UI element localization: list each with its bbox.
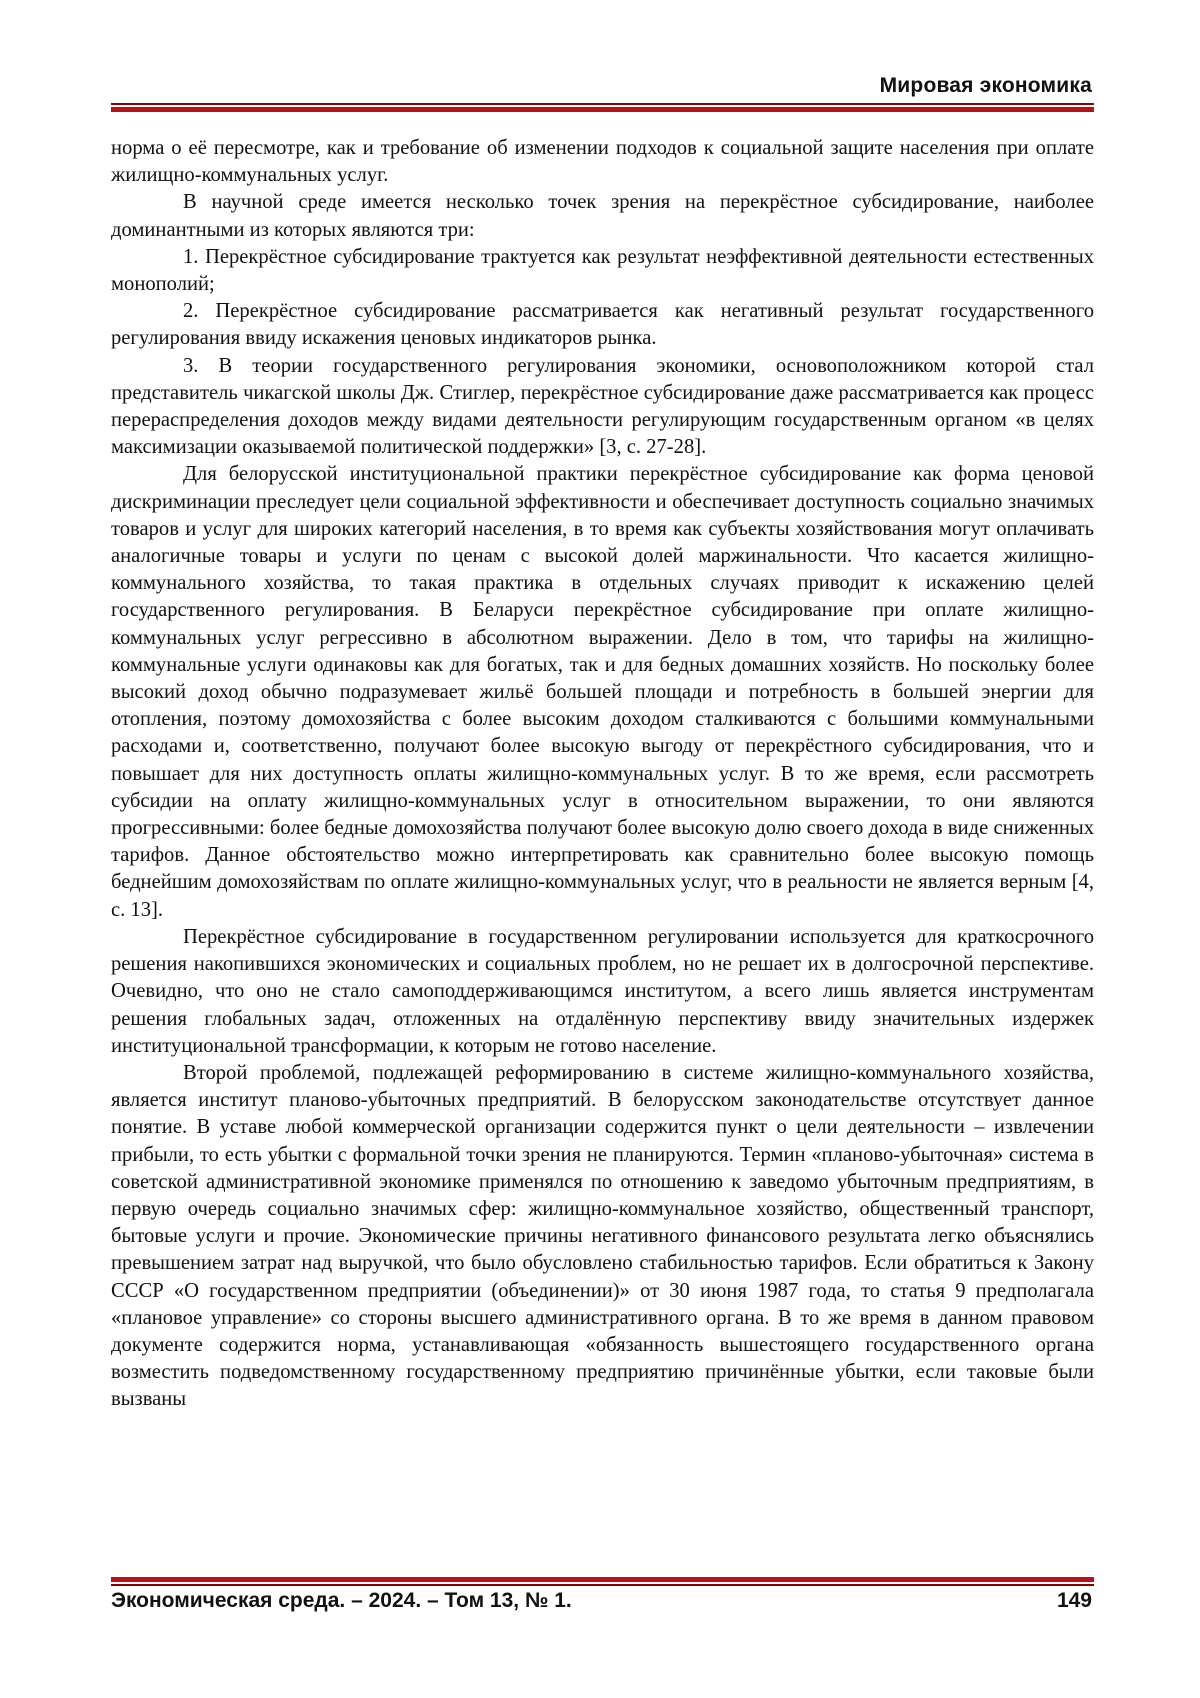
header-rule-thin (111, 103, 1094, 105)
footer-rule-thick (111, 1577, 1094, 1582)
journal-citation: Экономическая среда. – 2024. – Том 13, № 1. (111, 1589, 572, 1612)
page-number: 149 (1056, 1589, 1092, 1612)
list-item: 3. В теории государственного регулирования экономики, основоположником которой стал представитель чикагской школы Дж. Стиглер, перекрёстное субсидирование даже рассматривается как процесс перераспределения доходов между видами деятельности регулирующим государственным органом «в целях максимизации оказываемой политической поддержки» [3, с. 27-28]. (111, 354, 1094, 459)
header-rule-thick (111, 107, 1094, 112)
paragraph: Для белорусской институциональной практики перекрёстное субсидирование как форма ценовой дискриминации преследует цели социальной эффективности и обеспечивает доступность социально значимых товаров и услуг для широких категорий населения, в то время как субъекты хозяйствования могут оплачивать аналогичные товары и услуги по ценам с высокой долей маржинальности. Что касается жилищно-коммунального хозяйства, то такая практика в отдельных случаях приводит к искажению целей государственного регулирования. В Беларуси перекрёстное субсидирование при оплате жилищно-коммунальных услуг регрессивно в абсолютном выражении. Дело в том, что тарифы на жилищно-коммунальные услуги одинаковы как для богатых, так и для бедных домашних хозяйств. Но поскольку более высокий доход обычно подразумевает жильё большей площади и потребность в большей энергии для отопления, поэтому домохозяйства с более высоким доходом сталкиваются с большими коммунальными расходами и, соответственно, получают более высокую выгоду от перекрёстного субсидирования, что и повышает для них доступность оплаты жилищно-коммунальных услуг. В то же время, если рассмотреть субсидии на оплату жилищно-коммунальных услуг в относительном выражении, то они являются прогрессивными: более бедные домохозяйства получают более высокую долю своего дохода в виде сниженных тарифов. Данное обстоятельство можно интерпретировать как сравнительно более высокую помощь беднейшим домохозяйствам по оплате жилищно-коммунальных услуг, что в реальности не является верным [4, с. 13]. (111, 463, 1094, 921)
paragraph: В научной среде имеется несколько точек зрения на перекрёстное субсидирование, наиболее доминантными из которых являются три: (111, 191, 1094, 241)
paragraph: норма о её пересмотре, как и требование об изменении подходов к социальной защите населения при оплате жилищно-коммунальных услуг. (111, 137, 1094, 187)
footer-rule-thin (111, 1584, 1094, 1586)
paragraph: Перекрёстное субсидирование в государственном регулировании используется для краткосрочного решения накопившихся экономических и социальных проблем, но не решает их в долгосрочной перспективе. Очевидно, что оно не стало самоподдерживающимся институтом, а всего лишь является инструментам решения глобальных задач, отложенных на отдалённую перспективу ввиду значительных издержек институциональной трансформации, к которым не готово население. (111, 925, 1094, 1057)
running-header-title: Мировая экономика (879, 74, 1092, 97)
list-item: 2. Перекрёстное субсидирование рассматривается как негативный результат государственного регулирования ввиду искажения ценовых индикаторов рынка. (111, 300, 1094, 350)
list-item: 1. Перекрёстное субсидирование трактуется как результат неэффективной деятельности естественных монополий; (111, 245, 1094, 296)
paragraph: Второй проблемой, подлежащей реформированию в системе жилищно-коммунального хозяйства, является институт планово-убыточных предприятий. В белорусском законодательстве отсутствует данное понятие. В уставе любой коммерческой организации содержится пункт о цели деятельности – извлечении прибыли, то есть убытки с формальной точки зрения не планируются. Термин «планово-убыточная» система в советской административной экономике применялся по отношению к заведомо убыточным предприятиям, в первую очередь социально значимых сфер: жилищно-коммунальное хозяйство, общественный транспорт, бытовые услуги и прочие. Экономические причины негативного финансового результата легко объяснялись превышением затрат над выручкой, что было обусловлено стабильностью тарифов. Если обратиться к Закону СССР «О государственном предприятии (объединении)» от 30 июня 1987 года, то статья 9 предполагала «плановое управление» со стороны высшего административного органа. В то же время в данном правовом документе содержится норма, устанавливающая «обязанность вышестоящего государственного органа возместить подведомственному государственному предприятию причинённые убытки, если таковые были вызваны (111, 1061, 1094, 1411)
article-body (111, 135, 1094, 1414)
